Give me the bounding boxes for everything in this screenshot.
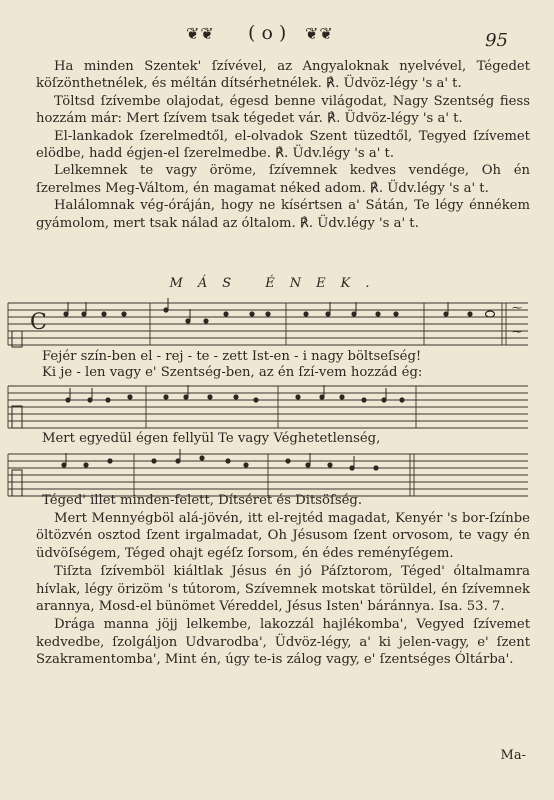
staff-lines-1 — [6, 295, 530, 351]
hymn-verses — [36, 58, 530, 232]
page-header — [0, 22, 554, 51]
ornament-right: ❦❦ — [305, 24, 334, 43]
prose-paragraph: Drága manna jöjj lelkembe, lakozzál hajlékomba', Vegyed ſzívemet kedvedbe, ſzolgáljon Udvarodba', Üdvöz-légy, a' ki jelen-vagy, e' ſzent Szakramentomba', Mint én, úgy te-is zálog vagy, e' ſzentséges Óltárba'. — [36, 617, 530, 668]
catchword: Ma- — [500, 748, 526, 763]
lyric-line-2: Mert egyedül égen fellyül Te vagy Véghetetlenség, — [42, 431, 381, 446]
verse-paragraph: El-lankadok ſzerelmedtől, el-olvadok Szent tüzedtől, Tegyed ſzívemet elödbe, hadd égjen-el ſzerelmedbe. ℟. Üdv.légy 's a' t. — [36, 128, 530, 162]
music-staff-2 — [6, 378, 530, 434]
bass-clef-mark — [12, 470, 22, 496]
verse-paragraph: Töltsd ſzívembe olajodat, égesd benne világodat, Nagy Szentség fiess hozzám már: Mert ſzívem tsak tégedet vár. ℟. Üdvöz-légy 's a' t. — [36, 93, 530, 127]
lyric-line-1a: Fejér szín-ben el - rej - te - zett Ist-en - i nagy böltseſség! — [42, 349, 422, 364]
verse-paragraph: Lelkemnek te vagy öröme, ſzívemnek kedves vendége, Oh én ſzerelmes Meg-Váltom, én magamat néked adom. ℟. Üdv.légy 's a' t. — [36, 163, 530, 196]
music-clef: C — [30, 310, 47, 335]
page-number: 95 — [485, 30, 508, 51]
prose-paragraph: Tiſzta ſzívemböl kiáltlak Jésus én jó Páſztorom, Téged' óltalmamra hívlak, légy örizöm 's tútorom, Szívemnek motskat törüldel, én ſzívemnek arannya, Mosd-el bünömet Véreddel, Jésus Isten' báránnya. Isa. 53. 7. — [36, 564, 530, 615]
svg-text:⁓: ⁓ — [512, 327, 522, 338]
lyric-line-3: Téged' illet minden-felett, Dítséret és Ditsöſség. — [42, 493, 363, 508]
prose-paragraph: Mert Mennyégböl alá-jövén, itt el-rejtéd magadat, Kenyér 's bor-ſzínbe öltözvén osztod ſzent irgalmadat, Oh Jésusom ſzent orvosom, te vagy én üdvöſségem, Téged ohajt egéſz ſorsom, én édes reményſégem. — [36, 511, 530, 561]
page-mark: ( o ) — [248, 22, 287, 44]
svg-text:⁓: ⁓ — [512, 303, 522, 314]
ornament-left: ❦❦ — [186, 24, 215, 43]
verse-paragraph: Halálomnak vég-óráján, hogy ne kísértsen a' Sátán, Te légy énnékem gyámolom, mert tsak nálad az óltalom. ℟. Üdv.légy 's a' t. — [36, 198, 530, 231]
lyric-line-1b: Ki je - len vagy e' Szentség-ben, az én ſzí-vem hozzád ég: — [42, 365, 423, 380]
staff-lines-2 — [6, 378, 530, 434]
music-staff-1 — [6, 295, 530, 351]
bass-clef-mark — [12, 406, 22, 428]
verse-paragraph: Ha minden Szentek' ſzívével, az Angyaloknak nyelvével, Tégedet köſzönthetnélek, és méltán dítsérhetnélek. ℟. Üdvöz-légy 's a' t. — [36, 59, 530, 92]
song-title: MÁS ÉNEK. — [169, 276, 385, 291]
prose-verses — [36, 510, 530, 670]
